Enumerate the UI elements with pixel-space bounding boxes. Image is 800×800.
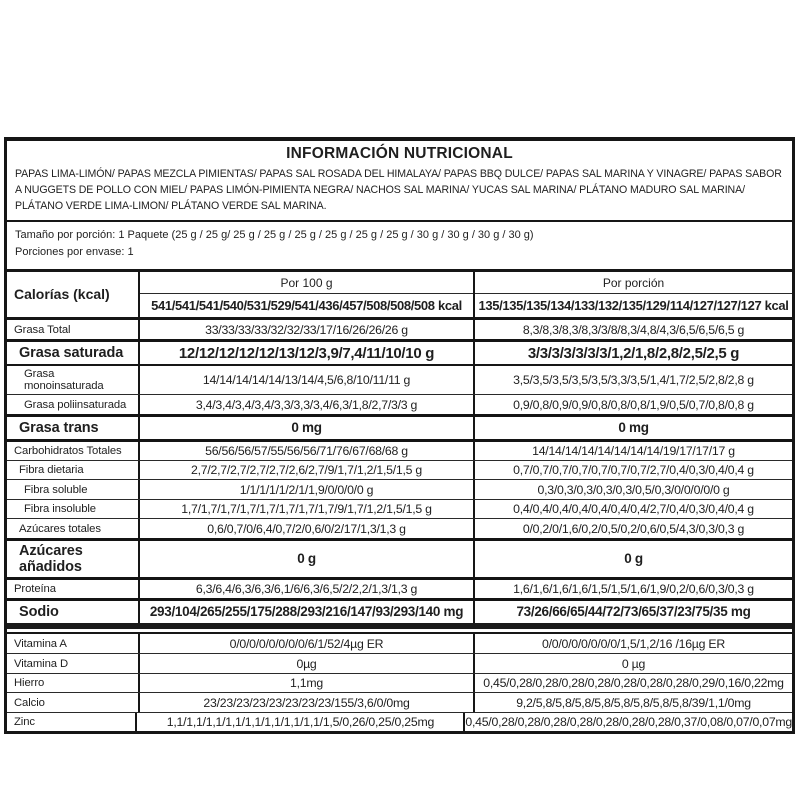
value-per-100g: 0 g: [138, 541, 473, 577]
nutrient-row-carbohidratos: [7, 439, 792, 460]
nutrient-label: Grasa Total: [14, 323, 71, 336]
nutrient-row-vitamina-d: [7, 653, 792, 673]
value-per-portion: 0,3/0,3/0,3/0,3/0,3/0,5/0,3/0/0/0/0/0 g: [473, 480, 792, 499]
nutrients-grid: [7, 317, 792, 623]
calories-label: Calorías (kcal): [14, 286, 110, 303]
nutrient-label: Grasa poliinsaturada: [24, 398, 127, 411]
nutrient-label: Grasa saturada: [19, 345, 124, 362]
calories-per-100g-value: 541/541/541/540/531/529/541/436/457/508/508/508 kcal: [151, 297, 462, 313]
nutrient-label: Zinc: [14, 716, 35, 729]
calories-section: [7, 269, 792, 317]
value-per-portion: 0/0,2/0/1,6/0,2/0,5/0,2/0,6/0,5/4,3/0,3/0,3 g: [473, 519, 792, 538]
value-per-100g: 1,1/1,1/1,1/1,1/1,1/1,1/1,1/1,1/1,5/0,26/0,25/0,25mg: [135, 713, 463, 732]
value-per-100g: 14/14/14/14/14/13/14/4,5/6,8/10/11/11 g: [138, 366, 473, 394]
nutrient-label: Grasa trans: [19, 419, 99, 436]
nutrient-label: Vitamina D: [14, 657, 69, 670]
value-per-portion: 1,6/1,6/1,6/1,6/1,5/1,5/1,6/1,9/0,2/0,6/0,3/0,3 g: [473, 580, 792, 598]
per-100g-column: [138, 272, 473, 317]
value-per-portion: 0,45/0,28/0,28/0,28/0,28/0,28/0,28/0,28/0,29/0,16/0,22mg: [473, 674, 792, 693]
nutrient-row-vitamina-a: [7, 634, 792, 654]
value-per-100g: 12/12/12/12/12/13/12/3,9/7,4/11/10/10 g: [138, 342, 473, 364]
serving-info: [7, 220, 792, 269]
value-per-portion: 8,3/8,3/8,3/8,3/3/8/8,3/4,8/4,3/6,5/6,5/6,5 g: [473, 320, 792, 340]
value-per-100g: 1,1mg: [138, 674, 473, 693]
nutrient-label: Azúcares añadidos: [19, 542, 83, 575]
nutrient-label: Sodio: [19, 603, 59, 620]
product-list: PAPAS LIMA-LIMÓN/ PAPAS MEZCLA PIMIENTAS/ PAPAS SAL ROSADA DEL HIMALAYA/ PAPAS BBQ DULCE/ PAPAS SAL MARINA Y VINAGRE/ PAPAS SABOR A NUGGETS DE POLLO CON MIEL/ PAPAS LIMÓN-PIMIENTA NEGRA/ NACHOS SAL MARINA/ YUCAS SAL MARINA/ PLÁTANO MADURO SAL MARINA/ PLÁTANO VERDE LIMA-LIMON/ PLÁTANO VERDE SAL MARINA.: [15, 168, 782, 212]
value-per-portion: 0 g: [473, 541, 792, 577]
value-per-100g: 6,3/6,4/6,3/6,3/6,1/6/6,3/6,5/2/2,2/1,3/1,3 g: [138, 580, 473, 598]
nutrient-label: Azúcares totales: [19, 522, 101, 535]
value-per-portion: 0/0/0/0/0/0/0/0/1,5/1,2/16 /16µg ER: [473, 634, 792, 654]
value-per-100g: 0,6/0,7/0/6,4/0,7/2/0,6/0/2/17/1,3/1,3 g: [138, 519, 473, 538]
value-per-100g: 0/0/0/0/0/0/0/0/6/1/52/4µg ER: [138, 634, 473, 654]
value-per-portion: 14/14/14/14/14/14/14/14/19/17/17/17 g: [473, 442, 792, 460]
nutrient-label: Grasa monoinsaturada: [24, 368, 104, 393]
nutrient-row-grasa-trans: [7, 414, 792, 439]
per-portion-column: [473, 272, 792, 317]
value-per-100g: 3,4/3,4/3,4/3,4/3,3/3,3/3,4/6,3/1,8/2,7/3/3 g: [138, 395, 473, 414]
value-per-100g: 2,7/2,7/2,7/2,7/2,7/2,6/2,7/9/1,7/1,2/1,5/1,5 g: [138, 461, 473, 480]
nutrient-label: Calcio: [14, 696, 45, 709]
nutrient-row-calcio: [7, 692, 792, 712]
table-title: INFORMACIÓN NUTRICIONAL: [286, 145, 513, 162]
serving-size-line: Tamaño por porción: 1 Paquete (25 g / 25 g/ 25 g / 25 g / 25 g / 25 g / 25 g / 25 g / 30 g / 30 g / 30 g / 30 g): [15, 228, 534, 241]
value-per-portion: 0,9/0,8/0,9/0,9/0,8/0,8/0,8/1,9/0,5/0,7/0,8/0,8 g: [473, 395, 792, 414]
nutrient-row-grasa-saturada: [7, 339, 792, 364]
value-per-100g: 1/1/1/1/1/2/1/1,9/0/0/0/0 g: [138, 480, 473, 499]
nutrition-table: [4, 137, 795, 734]
nutrient-row-fibra-insoluble: [7, 499, 792, 519]
nutrient-label: Vitamina A: [14, 637, 67, 650]
nutrient-row-grasa-poliinsaturada: [7, 394, 792, 414]
nutrient-row-fibra-dietaria: [7, 460, 792, 480]
nutrient-row-sodio: [7, 598, 792, 623]
nutrient-label: Carbohidratos Totales: [14, 444, 122, 457]
value-per-100g: 0 mg: [138, 417, 473, 439]
servings-per-container-line: Porciones por envase: 1: [15, 246, 134, 259]
table-header: [7, 141, 792, 220]
nutrient-label: Hierro: [14, 677, 45, 690]
column-header-per-100g: Por 100 g: [140, 272, 473, 294]
value-per-100g: 23/23/23/23/23/23/23/23/155/3,6/0/0mg: [138, 693, 473, 712]
nutrient-label: Fibra soluble: [24, 483, 88, 496]
value-per-100g: 0µg: [138, 654, 473, 673]
nutrient-label: Proteína: [14, 582, 56, 595]
value-per-portion: 0 mg: [473, 417, 792, 439]
nutrient-label: Fibra dietaria: [19, 464, 84, 477]
value-per-portion: 0,7/0,7/0,7/0,7/0,7/0,7/0,7/2,7/0,4/0,3/0,4/0,4 g: [473, 461, 792, 480]
value-per-portion: 0,4/0,4/0,4/0,4/0,4/0,4/0,4/2,7/0,4/0,3/0,4/0,4 g: [473, 500, 792, 519]
value-per-portion: 0 µg: [473, 654, 792, 673]
nutrient-row-azucares-anadidos: [7, 538, 792, 577]
value-per-portion: 0,45/0,28/0,28/0,28/0,28/0,28/0,28/0,28/0,37/0,08/0,07/0,07mg: [463, 713, 792, 732]
column-header-per-portion: Por porción: [475, 272, 792, 294]
value-per-portion: 3,5/3,5/3,5/3,5/3,5/3,3/3,5/1,4/1,7/2,5/2,8/2,8 g: [473, 366, 792, 394]
value-per-100g: 33/33/33/33/32/32/33/17/16/26/26/26 g: [138, 320, 473, 340]
nutrient-row-azucares-totales: [7, 518, 792, 538]
micronutrients-grid: [7, 632, 792, 732]
nutrient-label: Fibra insoluble: [24, 503, 96, 516]
value-per-100g: 293/104/265/255/175/288/293/216/147/93/293/140 mg: [138, 601, 473, 623]
calories-per-portion-value: 135/135/135/134/133/132/135/129/114/127/127/127 kcal: [478, 297, 789, 313]
nutrient-row-grasa-monoinsaturada: [7, 364, 792, 394]
nutrient-row-fibra-soluble: [7, 479, 792, 499]
value-per-100g: 56/56/56/57/55/56/56/71/76/67/68/68 g: [138, 442, 473, 460]
nutrient-row-zinc: [7, 712, 792, 732]
nutrient-row-hierro: [7, 673, 792, 693]
value-per-portion: 73/26/66/65/44/72/73/65/37/23/75/35 mg: [473, 601, 792, 623]
nutrient-row-grasa-total: [7, 320, 792, 340]
value-per-portion: 9,2/5,8/5,8/5,8/5,8/5,8/5,8/5,8/5,8/39/1,1/0mg: [473, 693, 792, 712]
nutrient-row-proteina: [7, 577, 792, 598]
value-per-portion: 3/3/3/3/3/3/3/1,2/1,8/2,8/2,5/2,5 g: [473, 342, 792, 364]
value-per-100g: 1,7/1,7/1,7/1,7/1,7/1,7/1,7/1,7/9/1,7/1,2/1,5/1,5 g: [138, 500, 473, 519]
section-divider: [7, 623, 792, 629]
